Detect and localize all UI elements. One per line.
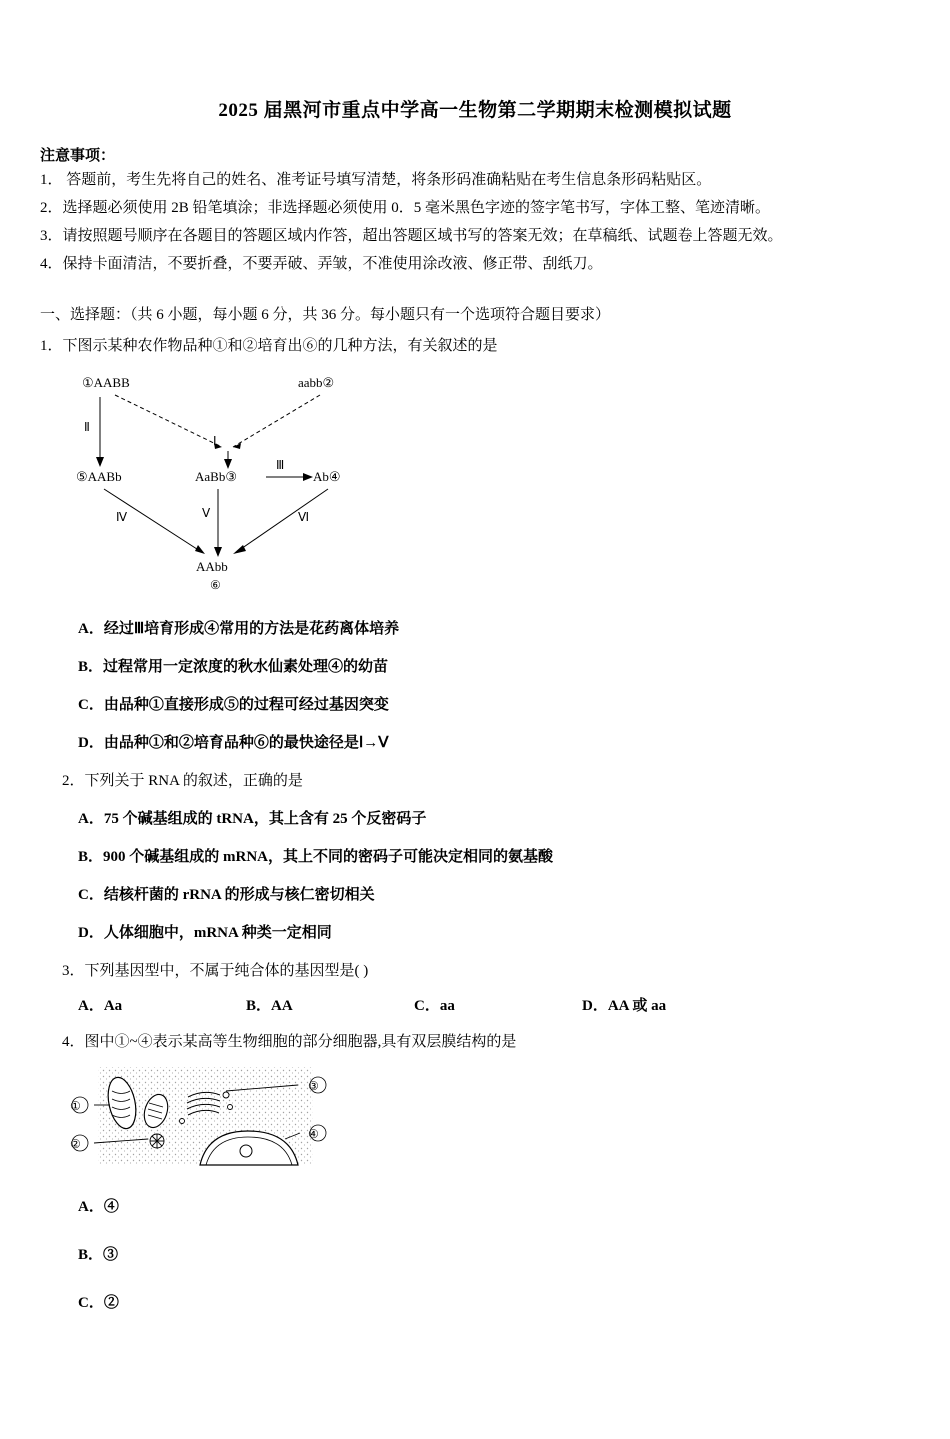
question-1-stem (40, 333, 910, 359)
question-2-number: 2． (62, 773, 85, 789)
question-3-option-c: C．aa (414, 998, 455, 1014)
question-1-option-d: D．由品种①和②培育品种⑥的最快途径是Ⅰ→Ⅴ (78, 735, 389, 751)
question-3-option-d: D．AA 或 aa (582, 998, 667, 1014)
question-2-stem (62, 768, 910, 794)
question-3-option-a: A．Aa (78, 998, 123, 1014)
notice-item-4: 4．保持卡面清洁，不要折叠，不要弄破、弄皱，不准使用涂改液、修正带、刮纸刀。 (40, 256, 603, 272)
organelle-label-4: ④ (308, 1127, 319, 1141)
flowchart-label-mid-left: ⑤AABb (76, 469, 122, 484)
flowchart-label-mid-right: Ab④ (313, 469, 341, 484)
flowchart-label-top-right: aabb② (298, 375, 335, 390)
question-4-text: 图中①~④表示某高等生物细胞的部分细胞器,具有双层膜结构的是 (84, 1034, 517, 1050)
notice-heading: 注意事项： (40, 148, 116, 164)
question-4-stem (62, 1029, 910, 1055)
question-3-stem (62, 958, 910, 984)
notice-item-2: 2．选择题必须使用 2B 铅笔填涂；非选择题必须使用 0．5 毫米黑色字迹的签字笔书写，字体工整、笔迹清晰。 (40, 200, 771, 216)
question-1-option-b: B．过程常用一定浓度的秋水仙素处理④的幼苗 (78, 659, 389, 675)
flowchart-label-top-left: ①AABB (82, 375, 130, 390)
question-3-option-b: B．AA (246, 998, 293, 1014)
exam-page (0, 95, 950, 1439)
question-4-option-a: A．④ (78, 1199, 119, 1215)
breeding-flowchart (70, 369, 910, 604)
question-1-number: 1． (40, 338, 63, 354)
question-4-number: 4． (62, 1034, 85, 1050)
question-1-option-c: C．由品种①直接形成⑤的过程可经过基因突变 (78, 697, 389, 713)
flowchart-label-I: Ⅰ (213, 434, 217, 448)
question-1-option-a: A．经过Ⅲ培育形成④常用的方法是花药离体培养 (78, 621, 400, 637)
question-4-option-c: C．② (78, 1295, 119, 1311)
flowchart-label-V: Ⅴ (202, 506, 211, 520)
question-2-option-d: D．人体细胞中，mRNA 种类一定相同 (78, 925, 332, 941)
question-2-option-b: B．900 个碱基组成的 mRNA，其上不同的密码子可能决定相同的氨基酸 (78, 849, 554, 865)
question-3-number: 3． (62, 963, 85, 979)
flowchart-label-III: Ⅲ (276, 458, 285, 472)
flowchart-label-mid-center: AaBb③ (195, 469, 237, 484)
question-2-option-c: C．结核杆菌的 rRNA 的形成与核仁密切相关 (78, 887, 375, 903)
notice-item-1: 1． 答题前，考生先将自己的姓名、准考证号填写清楚，将条形码准确粘贴在考生信息条形码粘贴区。 (40, 172, 712, 188)
organelle-label-2: ② (70, 1137, 81, 1151)
flowchart-label-II: Ⅱ (84, 420, 90, 434)
question-2-option-a: A．75 个碱基组成的 tRNA，其上含有 25 个反密码子 (78, 811, 427, 827)
question-3-options (78, 994, 910, 1015)
notice-item-3: 3．请按照题号顺序在各题目的答题区域内作答，超出答题区域书写的答案无效；在草稿纸、试题卷上答题无效。 (40, 228, 783, 244)
section-heading: 一、选择题：（共 6 小题，每小题 6 分，共 36 分。每小题只有一个选项符合题目要求） (40, 307, 611, 323)
question-1-text: 下图示某种农作物品种①和②培育出⑥的几种方法，有关叙述的是 (62, 338, 498, 354)
organelle-label-1: ① (70, 1099, 81, 1113)
question-4-option-b: B．③ (78, 1247, 119, 1263)
organelle-diagram (60, 1063, 910, 1178)
flowchart-label-IV: Ⅳ (116, 510, 128, 524)
question-3-text: 下列基因型中，不属于纯合体的基因型是( ) (84, 963, 369, 979)
flowchart-label-bottom: AAbb (196, 559, 228, 574)
page-title: 2025 届黑河市重点中学高一生物第二学期期末检测模拟试题 (218, 100, 732, 121)
question-2-text: 下列关于 RNA 的叙述，正确的是 (84, 773, 303, 789)
organelle-label-3: ③ (308, 1079, 319, 1093)
flowchart-label-VI: Ⅵ (298, 510, 310, 524)
flowchart-label-bottom-circle: ⑥ (210, 578, 221, 592)
